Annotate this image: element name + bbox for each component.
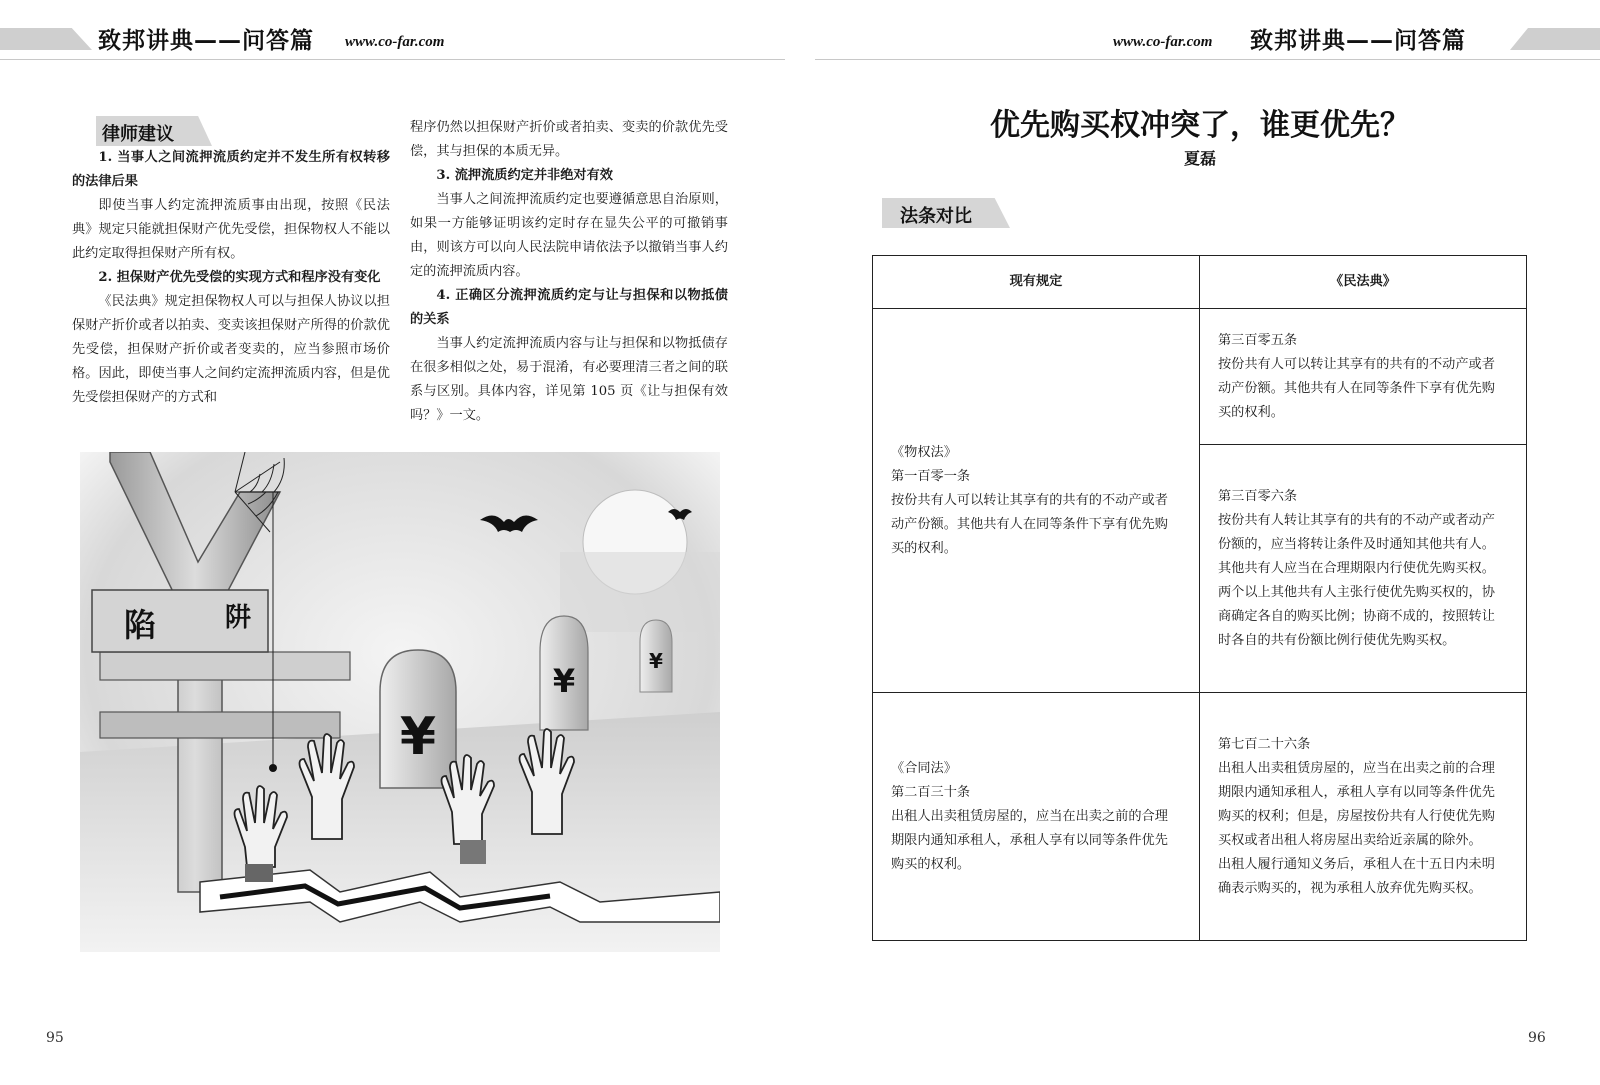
table-row bbox=[873, 309, 1527, 445]
lawyer-advice-tag: 律师建议 bbox=[102, 124, 174, 145]
header-current-rules: 现有规定 bbox=[873, 256, 1200, 309]
left-header-band bbox=[0, 28, 92, 50]
tombstone-medium bbox=[540, 616, 588, 730]
paragraph: 即使当事人约定流押流质事由出现，按照《民法典》规定只能就担保财产优先受偿，担保物权人不能以此约定取得担保财产所有权。 bbox=[72, 198, 390, 261]
subheading: 4. 正确区分流押流质约定与让与担保和以物抵债的关系 bbox=[410, 288, 728, 327]
left-header-title: 致邦讲典——问答篇 bbox=[98, 28, 314, 54]
tombstone-large bbox=[380, 650, 456, 788]
spider-icon bbox=[269, 764, 277, 772]
svg-text:¥: ¥ bbox=[552, 662, 576, 700]
left-header-rule bbox=[0, 59, 785, 60]
cell-article-305: 第三百零五条 按份共有人可以转让其享有的共有的不动产或者动产份额。其他共有人在同等条件下享有优先购买的权利。 bbox=[1200, 309, 1527, 445]
table-header-row bbox=[873, 256, 1527, 309]
left-header-url[interactable]: www.co-far.com bbox=[345, 34, 445, 50]
svg-text:¥: ¥ bbox=[649, 649, 663, 673]
trap-illustration bbox=[80, 452, 720, 952]
subheading: 1. 当事人之间流押流质约定并不发生所有权转移的法律后果 bbox=[72, 150, 390, 189]
right-header-rule bbox=[815, 59, 1600, 60]
tombstone-small bbox=[640, 620, 672, 692]
yen-symbol: ¥ bbox=[399, 707, 437, 767]
article-title: 优先购买权冲突了，谁更优先？ bbox=[990, 108, 1410, 143]
header-civil-code: 《民法典》 bbox=[1200, 256, 1527, 309]
paragraph: 当事人之间流押流质约定也要遵循意思自治原则，如果一方能够证明该约定时存在显失公平的可撤销事由，则该方可以向人民法院申请依法予以撤销当事人约定的流押流质内容。 bbox=[410, 192, 728, 279]
illustration-svg bbox=[80, 452, 720, 952]
right-header-url[interactable]: www.co-far.com bbox=[1113, 34, 1213, 50]
cell-article-726: 第七百二十六条 出租人出卖租赁房屋的，应当在出卖之前的合理期限内通知承租人，承租人享有以同等条件优先购买的权利；但是，房屋按份共有人行使优先购买权或者出租人将房屋出卖给近亲属的除外。 出租人履行通知义务后，承租人在十五日内未明确表示购买的，视为承租人放弃优先购买权。 bbox=[1200, 693, 1527, 941]
law-comparison-table bbox=[872, 255, 1527, 941]
subheading: 3. 流押流质约定并非绝对有效 bbox=[436, 168, 613, 183]
left-column-1 bbox=[72, 146, 390, 410]
table-row bbox=[873, 693, 1527, 941]
paragraph: 程序仍然以担保财产折价或者拍卖、变卖的价款优先受偿，其与担保的本质无异。 bbox=[410, 120, 728, 159]
left-page-number: 95 bbox=[46, 1030, 64, 1046]
sign-char-2: 阱 bbox=[224, 603, 252, 633]
subheading: 2. 担保财产优先受偿的实现方式和程序没有变化 bbox=[98, 270, 381, 285]
cell-article-306: 第三百零六条 按份共有人转让其享有的共有的不动产或者动产份额的，应当将转让条件及时通知其他共有人。其他共有人应当在合理期限内行使优先购买权。 两个以上其他共有人主张行使优先购买权的，协商确定各自的购买比例；协商不成的，按照转让时各自的共有份额比例行使优先购买权。 bbox=[1200, 445, 1527, 693]
right-header-title: 致邦讲典——问答篇 bbox=[1250, 28, 1466, 54]
law-compare-tag: 法条对比 bbox=[900, 206, 972, 227]
paragraph: 当事人约定流押流质内容与让与担保和以物抵债存在很多相似之处，易于混淆，有必要理清三者之间的联系与区别。具体内容，详见第 105 页《让与担保有效吗？》一文。 bbox=[410, 336, 728, 423]
cell-contract-law: 《合同法》 第二百三十条 出租人出卖租赁房屋的，应当在出卖之前的合理期限内通知承租人，承租人享有以同等条件优先购买的权利。 bbox=[873, 693, 1200, 941]
sign-char-1: 陷 bbox=[123, 606, 157, 644]
paragraph: 《民法典》规定担保物权人可以与担保人协议以担保财产折价或者以拍卖、变卖该担保财产所得的价款优先受偿，担保财产折价或者变卖的，应当参照市场价格。因此，即使当事人之间约定流押流质内容，但是优先受偿担保财产的方式和 bbox=[72, 294, 390, 405]
cell-property-law: 《物权法》 第一百零一条 按份共有人可以转让其享有的共有的不动产或者动产份额。其他共有人在同等条件下享有优先购买的权利。 bbox=[873, 309, 1200, 693]
right-header-band bbox=[1510, 28, 1600, 50]
left-column-2 bbox=[410, 116, 728, 428]
right-page-number: 96 bbox=[1528, 1030, 1546, 1046]
article-author: 夏磊 bbox=[1183, 149, 1216, 168]
